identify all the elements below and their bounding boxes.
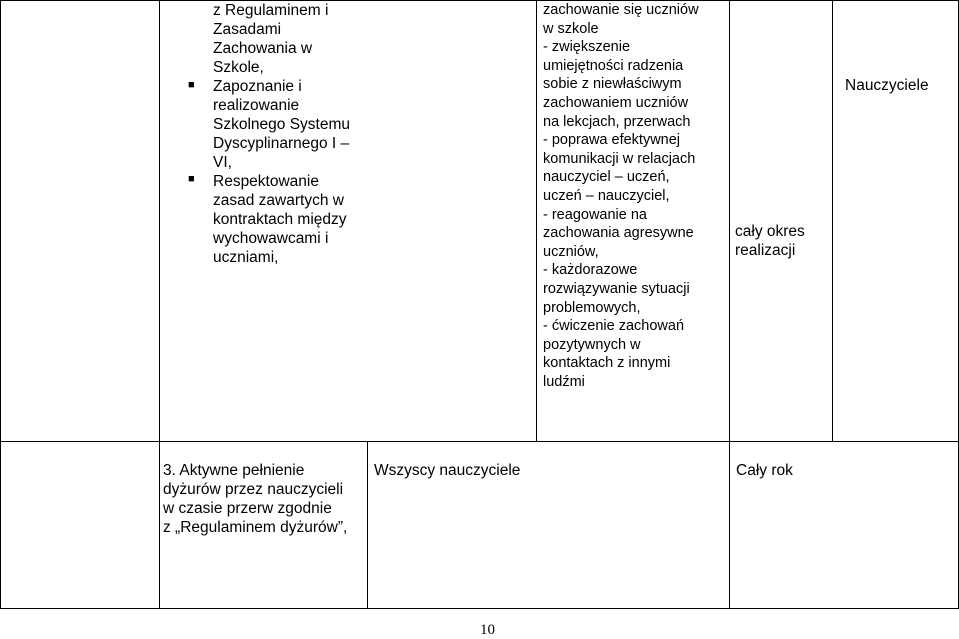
page-number: 10 bbox=[480, 622, 495, 638]
table-border-bottom bbox=[0, 608, 959, 609]
row-separator bbox=[0, 441, 959, 442]
row1-col-divider-3 bbox=[729, 0, 730, 441]
row1-col2-text: zachowanie się uczniów w szkole - zwiększenie umiejętności radzenia sobie z niewłaściwym zachowaniem uczniów na lekcjach, przerwach - poprawa efektywnej komunikacji w relacjach nauczyciel – uczeń, uczeń – nauczyciel, - reagowanie na zachowania agresywne uczniów, - każdorazowe rozwiązywanie sytuacji problemowych, - ćwiczenie zachowań pozytywnych w kontaktach z innymi ludźmi bbox=[543, 2, 699, 390]
bullet-marker: ■ bbox=[188, 79, 195, 91]
row2-when-text: Cały rok bbox=[736, 462, 793, 479]
row1-col1-text: z Regulaminem i Zasadami Zachowania w Szkole, Zapoznanie i realizowanie Szkolnego Systemu Dyscyplinarnego I – VI, Respektowanie zasad zawartych w kontraktach między wychowawcami i uczniami, bbox=[213, 2, 350, 266]
row2-who-text: Wszyscy nauczyciele bbox=[374, 462, 521, 479]
row2-task-text: 3. Aktywne pełnienie dyżurów przez nauczycieli w czasie przerw zgodnie z „Regulaminem dyżurów”, bbox=[163, 462, 348, 536]
row2-col-divider-3 bbox=[729, 441, 730, 609]
table-border-left bbox=[0, 0, 1, 609]
row1-col-divider-1 bbox=[159, 0, 160, 441]
row1-col4-text: Nauczyciele bbox=[845, 77, 929, 94]
row2-col-divider-1 bbox=[159, 441, 160, 609]
row1-col-divider-4 bbox=[832, 0, 833, 441]
table-border-top bbox=[0, 0, 959, 1]
bullet-marker: ■ bbox=[188, 173, 195, 185]
row2-col-divider-2 bbox=[367, 441, 368, 609]
row1-col3-text: cały okres realizacji bbox=[735, 223, 805, 259]
row1-col-divider-2 bbox=[536, 0, 537, 441]
